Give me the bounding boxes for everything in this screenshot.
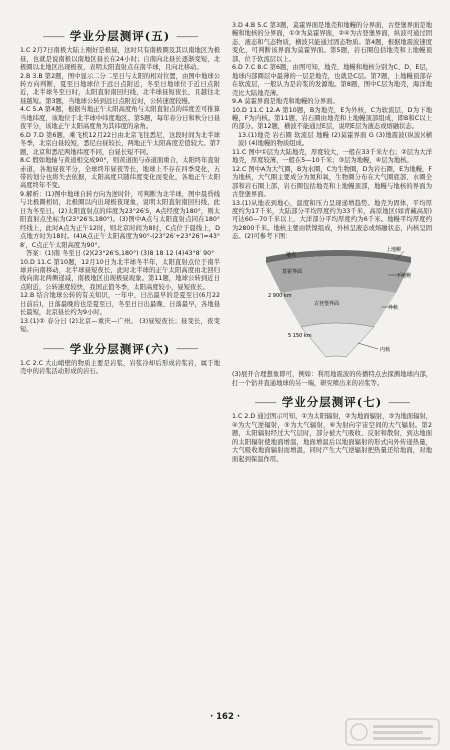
- answer-summary: 13.(1)地壳 岩石圈 软流层 地幔 (2)莫霍界面 G (3)地震波(纵波)(横波) (4)地幔的物质组成。: [238, 131, 432, 148]
- answer-item: 3.D 4.B 5.C 第3题，莫霍界面是地壳和地幔的分界面，古登堡界面是地幔和地核的分界面，①③为莫霍界面，②④为古登堡界面，纵波可通过固态、液态和气态物质，横波只能通过固态物质。第4题，根据地震波速度变化，可判断该界面为莫霍界面。第5题，岩石圈包括地壳和上地幔顶部，位于软流层以上。: [232, 22, 432, 63]
- label-depth-5150: 5 150 km: [288, 332, 312, 339]
- section-title-7: ——— 学业分层测评(七) ———: [232, 398, 432, 407]
- answer-item: 12.C 图中A为大气圈，B为水圈，C为生物圈，D为岩石圈，E为地幔，F为地核，大气圈主要成分为氮和氧，生物圈分布在大气圈底部、水圈全部和岩石圈上部，岩石圈包括地壳和上地幔顶部，地幔与地核的界面为古登堡界面。: [232, 165, 432, 199]
- label-inner-core: 内核: [380, 346, 391, 353]
- answer-item: 9.A 莫霍界面是地壳和地幔的分界面。: [232, 98, 339, 106]
- answer-item: 4.C 5.A 第4题，根据当地正午太阳高度角与太阳直射点的纬度差可推算当地纬度，该地位于北半球中纬度地区。第5题，每年春分日和秋分日昼夜平分，该地正午太阳高度角为其纬度的余角。: [20, 106, 220, 131]
- answer-item: 8.C 假如地轴与黄道相交成90°，则黄道面与赤道面重合，太阳终年直射赤道，各地昼夜平分，全球终年昼夜等长，地球上不存在四季变化，五带的划分也将失去依据，太阳高度只随纬度变化而变化，各地正午太阳高度终年不变。: [20, 157, 220, 190]
- answer-item: 6.D 7.C 8.C 第6题，由图可知，地壳、地幔和地核分别为C、D、E层，地球内部圈层中最薄的一层是地壳，也就是C层。第7题，上地幔顶部存在软流层，一般认为是岩浆的发源地。第8题，图中C层为地壳，海洋地壳比大陆地壳薄。: [232, 64, 432, 97]
- answer-item: 12.B 结合地球公转的有关知识，一年中，日出最早的是夏至日(6月22日前后)，日落最晚的也是夏至日，冬至日日出最晚、日落最早，各地昼长最短，北京昼长约为9小时。: [20, 292, 220, 317]
- label-crust: 地壳: [286, 251, 297, 258]
- right-column: [232, 22, 432, 464]
- mantle-lower-layer: [281, 287, 396, 327]
- answer-summary: 答案：(1)南 冬至日 (2)(23°26′S,180°) (3)8 18 12 (4)43°8′ 90°: [26, 250, 215, 258]
- section-title-6: ——— 学业分层测评(六) ———: [20, 345, 220, 354]
- watermark-stamp-icon: [345, 718, 440, 746]
- label-moho: 莫霍界面: [282, 268, 303, 275]
- answer-item: 10.D 11.C 12.A 第10题，B为地壳，E为外核，C为软流层，D为下地幔，F为内核。第11题，岩石圈由地壳和上地幔顶部组成，即B和C以上的部分。第12题，横波不能通过E层，说明E层为液态或熔融状态。: [232, 106, 432, 131]
- page-number: · 162 ·: [209, 712, 241, 722]
- answer-item: 10.D 11.C 第10题，12月10日为北半球冬半年，太阳直射点位于南半球并向南移动，北半球昼短夜长，此时北半球的正午太阳高度由北回归线向南北两侧递减，南极地区出现极昼现象。第11题，地球公转到近日点附近，公转速度较快，我国正值冬季，太阳高度较小，昼短夜长。: [20, 258, 220, 291]
- answer-item: 1.C 2月7日南极大陆上刚好是极昼，这时只有南极圈及其以南地区为极昼，也就是说南极以南地区昼长在24小时；自南向北昼长逐渐变短，北极圈以北地区出现极夜，表明太阳直射点在南半球，且向北移动。: [20, 47, 220, 72]
- answer-item: 2.B 3.B 第2题，图中显示二分二至日与太阳的相对位置，由图中地球公转方向判断，夏至日地球位于远日点附近，冬至日地球位于近日点附近，北半球冬至日时，太阳直射南回归线，北半球昼短夜长，且越往北昼越短。第3题，当地球公转到远日点附近时，公转速度较慢。: [20, 72, 220, 105]
- answer-item: 1.C 2.C 大山峭壁的物质主要是岩浆，岩浆冷却后形成岩浆岩，属于地壳中的岩浆活动形成的岩石。: [20, 359, 220, 376]
- label-depth-2900: 2 900 km: [268, 292, 292, 299]
- label-gutenberg: 古登堡界面: [314, 300, 340, 307]
- core-layer: [301, 323, 374, 357]
- answer-item: 1.C 2.D 通过图示可知，①为太阳辐射，②为地面辐射，③为地面辐射，④为大气逆辐射，⑤为大气辐射，⑥为射向宇宙空间的大气辐射。第2题，太阳辐射经过大气层时，部分被大气吸收、反射和散射，到达地面的太阳辐射使地面增温，地面增温后以地面辐射的形式向外传递热量，大气吸收地面辐射而增温，同时产生大气逆辐射把热量还给地面，对地面起到保温作用。: [232, 413, 432, 463]
- label-lower-mantle: 下地幔: [396, 272, 412, 279]
- left-column: [20, 22, 220, 377]
- answer-item: (3)展开合理想象即可，例如：利用地震波的传播特点去探测地球内部，打一个钻井直通地球的另一端，研究喷出来的岩浆等。: [232, 371, 432, 387]
- label-upper-mantle: 上地幔: [386, 246, 402, 253]
- earth-structure-diagram: [246, 245, 421, 365]
- label-outer-core: 外核: [388, 304, 399, 311]
- answer-item: 13.(1)② 春分日 (2)北京—重庆—广州。 (3)昼短夜长；昼变长，夜变短。: [20, 317, 220, 334]
- section-title-5: ——— 学业分层测评(五) ———: [20, 32, 220, 41]
- answer-item: 9.解析：(1)图中地球自转方向为逆时针，可判断为北半球，图中晨昏线与北极圈相切，北极圈以内出现极夜现象，说明太阳直射南回归线，此日为冬至日。(2)太阳直射点的纬度为23°26′S，A点经度为180°，则太阳直射点坐标为(23°26′S,180°)。(3)图中A点与太阳直射点同在180°经线上，此时A点为正午12时，则北京时间为8时，C点位于晨线上，D点地方时为18时。(4)A点正午太阳高度为90°-(23°26′+23°26′)=43°8′，C点正午太阳高度为90°。: [20, 190, 220, 249]
- answer-item: 13.(1)从地表到地心，温度和压力呈现递增趋势。地壳为固体，平均厚度约为17千米，大陆部分平均厚度约为33千米，高原地区(如青藏高原)可达60—70千米以上，大洋部分平均厚度约为6千米。地幔平均厚度约为2800千米。地核主要由铁镍组成，外核呈液态或熔融状态，内核呈固态。(2)可参考下图：: [232, 199, 432, 241]
- answer-item: 11.C 图中①层为大陆地壳，厚度较大，一般在33千米左右；②层为大洋地壳，厚度较薄，一般在5—10千米；③层为地幔，④层为地核。: [232, 148, 432, 165]
- answer-item: 6.D 7.D 第6题，乘飞机12月22日由北京飞往悉尼，这段时间为北半球冬季，北京白昼较短，悉尼白昼较长，两地正午太阳高度差值较大。第7题，北京和悉尼两地纬度不同，白昼长短不同。: [20, 131, 220, 156]
